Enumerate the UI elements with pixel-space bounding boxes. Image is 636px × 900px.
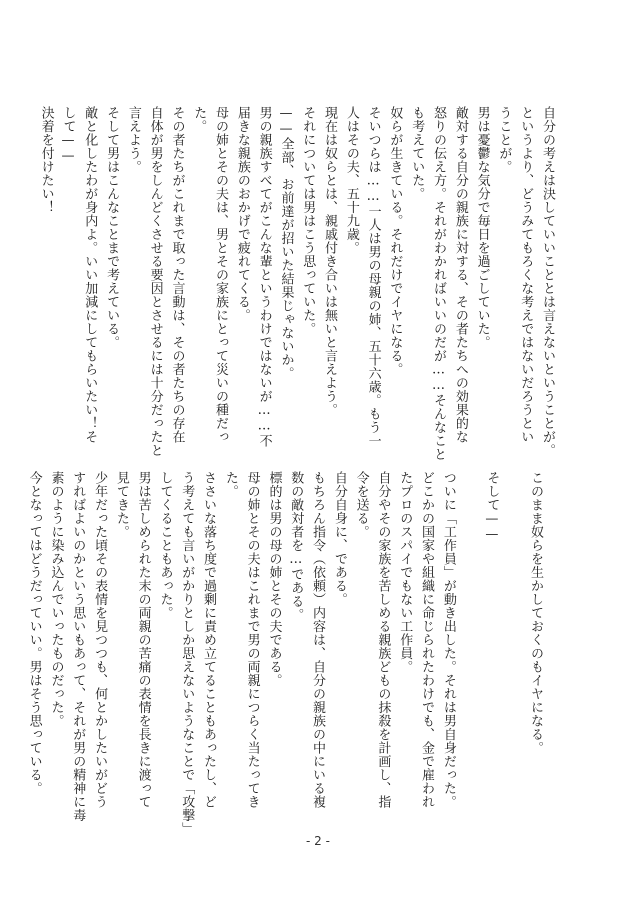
text-line: というより、どうみてもろくな考えではないだろうとい — [518, 106, 534, 444]
text-line: ついに「工作員」が動き出した。それは男自身だった。 — [440, 471, 456, 809]
text-line: た。 — [222, 471, 238, 498]
text-line: 標的は男の母の姉とその夫である。 — [266, 471, 282, 687]
text-line: して—— — [60, 106, 76, 164]
text-line: 見てきた。 — [113, 471, 129, 539]
text-line: た。 — [191, 106, 207, 133]
text-line — [459, 471, 481, 816]
text-line: 決着を付けたい！ — [38, 106, 54, 214]
text-line: も考えていた。 — [409, 106, 425, 201]
text-line: すればよいのかという思いもあって、それが男の精神に毒 — [70, 471, 86, 822]
text-line: 自分やその家族を苦しめる親族どもの抹殺を計画し、指 — [375, 471, 391, 809]
page-number: - 2 - — [306, 834, 330, 848]
text-line: 母の姉とその夫は、男とその家族にとって災いの種だっ — [213, 106, 229, 444]
text-line: 令を送る。 — [353, 471, 369, 539]
text-line: 数の敵対者を…である。 — [288, 471, 304, 622]
text-line: う考えても言いがかりとしか思えないようなことで「攻撃」 — [179, 471, 195, 836]
text-line: もちろん指令（依頼）内容は、自分の親族の中にいる複 — [310, 471, 326, 809]
text-line: 奴らが生きている。それだけでイヤになる。 — [387, 106, 403, 376]
text-line: 男の親族すべてがこんな輩というわけではないが……不 — [256, 106, 272, 448]
text-line: このまま奴らを生かしておくのもイヤになる。 — [528, 471, 543, 755]
text-line: 敵と化したわが身内よ。いい加減にしてもらいたい！そ — [82, 106, 98, 444]
text-line: 素のように染み込んでいったものだった。 — [48, 471, 64, 728]
text-line: 人はその夫、五十九歳。 — [343, 106, 359, 255]
text-line: ささいな落ち度で過剰に責め立てることもあったし、ど — [201, 471, 217, 809]
text-line: 自分の考えは決していいこととは言えないということが。 — [540, 106, 555, 457]
text-block-upper — [35, 106, 558, 476]
text-line: 届きな親族のおかげで疲れてくる。 — [234, 106, 250, 322]
text-line: 母の姉とその夫はこれまで男の両親につらく当たってき — [244, 471, 260, 809]
text-block-lower — [23, 471, 546, 836]
text-line: ——全部、お前達が招いた結果じゃないか。 — [278, 106, 294, 380]
text-line — [502, 471, 524, 816]
text-line: 今となってはどうだっていい。男はそう思っている。 — [26, 471, 42, 795]
text-line: たプロのスパイでもない工作員。 — [397, 471, 413, 674]
text-line: うことが。 — [496, 106, 512, 174]
text-line: 男は苦しめられた末の両親の苦痛の表情を長きに渡って — [135, 471, 151, 809]
text-line: どこかの国家や組織に命じられたわけでも、金で雇われ — [419, 471, 435, 809]
text-line: 男は憂鬱な気分で毎日を過ごしていた。 — [474, 106, 490, 349]
text-line: 少年だった頃その表情を見つつも、何とかしたいがどう — [92, 471, 108, 809]
text-line: してくることもあった。 — [157, 471, 173, 620]
text-line: そして男はこんなことまで考えている。 — [104, 106, 120, 349]
text-line: その者たちがこれまで取った言動は、その者たちの存在 — [169, 106, 185, 444]
text-line: 敵対する自分の親族に対する、その者たちへの効果的な — [452, 106, 468, 444]
text-line: 自分自身に、である。 — [331, 471, 347, 606]
text-line: そして—— — [484, 471, 500, 543]
text-line: そいつらは……一人は男の母親の姉、五十六歳。もう一 — [365, 106, 381, 448]
text-line: 言えよう。 — [125, 106, 141, 174]
text-line: 現在は奴らとは、親戚付き合いは無いと言えよう。 — [322, 106, 338, 417]
text-line: 怒りの伝え方。それがわかればいいのだが……そんなこと — [431, 106, 447, 461]
text-line: それについては男はこう思っていた。 — [300, 106, 316, 336]
text-line: 自体が男をしんどくさせる要因とさせるには十分だったと — [147, 106, 163, 457]
